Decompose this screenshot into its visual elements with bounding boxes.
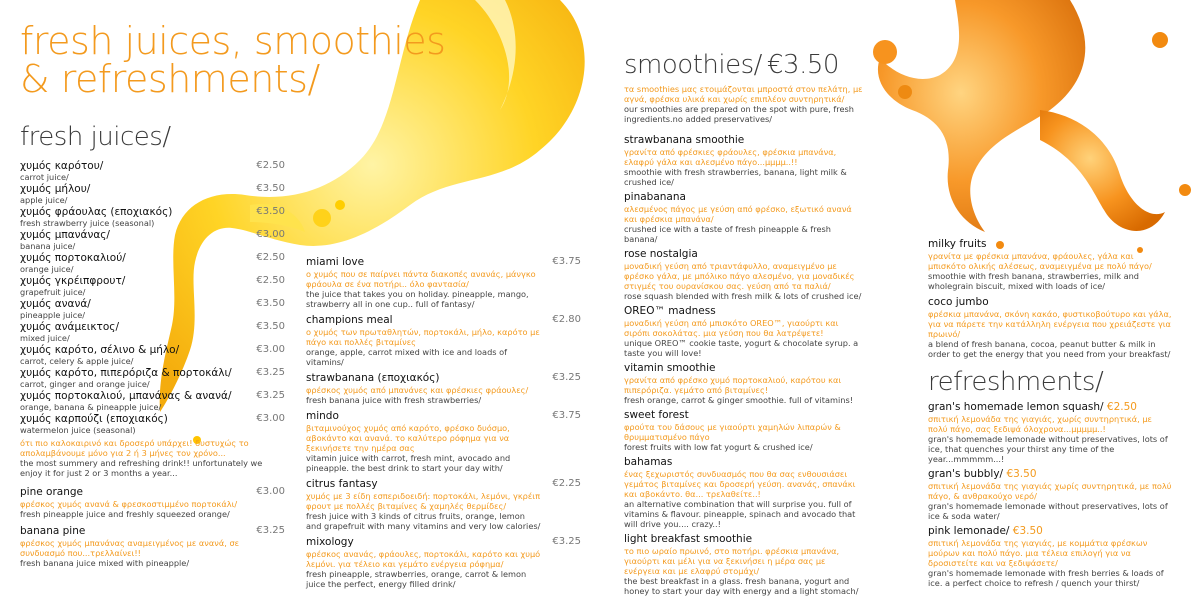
refreshment-name: pink lemonade/ bbox=[928, 525, 1010, 537]
refreshment-item bbox=[928, 401, 1173, 464]
smoothies-price: €3.50 bbox=[766, 50, 839, 80]
smoothie-desc-greek: αλεσμένος πάγος με γεύση από φρέσκο, εξωτικό ανανά και φρέσκια μπανάνα/ bbox=[624, 204, 852, 224]
smoothie-item bbox=[624, 456, 864, 529]
seasonal-note bbox=[20, 438, 285, 478]
refreshment-item bbox=[928, 525, 1173, 588]
juice-name-english: carrot, celery & apple juice/ bbox=[20, 356, 134, 366]
more-smoothie-desc-greek: γρανίτα με φρέσκια μπανάνα, φράουλες, γάλα και μπισκότο ολικής αλέσεως, αναμειγμένα με πολύ πάγο/ bbox=[928, 251, 1152, 271]
smoothie-desc-greek: γρανίτα από φρέσκο χυμό πορτοκαλιού, καρότου και πιπερόριζα. γεμάτο από βιταμίνες! bbox=[624, 375, 842, 395]
juice-extra-item bbox=[20, 486, 285, 519]
smoothie-name: sweet forest bbox=[624, 409, 689, 421]
refreshment-desc-greek: σπιτική λεμονάδα της γιαγιάς, χωρίς συντηρητικά, με πολύ πάγο, σας ξεδιψά όλοχρονα...μμμμμ..! bbox=[928, 414, 1152, 434]
juice-name-greek: χυμός ανάμεικτος/ bbox=[20, 321, 119, 333]
juice-extra-desc-english: fresh banana juice mixed with pineapple/ bbox=[20, 558, 190, 568]
juice-extra-name: pine orange bbox=[20, 486, 83, 498]
refreshment-desc-english: gran's homemade lemonade with fresh berries & loads of ice. a perfect choice to refresh / quench your thirst/ bbox=[928, 568, 1164, 588]
smoothie-name: rose nostalgia bbox=[624, 248, 698, 260]
smoothies-intro-greek: τα smoothies μας ετοιμάζονται μπροστά στον πελάτη, με αγνά, φρέσκα υλικά και χωρίς επιπλέον συντηρητικά/ bbox=[624, 84, 863, 104]
juice-extra-desc-greek: φρέσκος χυμός ανανά & φρεσκοστιμμένο πορτοκάλι/ bbox=[20, 499, 238, 509]
juice-name-greek: χυμός φράουλας (εποχιακός) bbox=[20, 206, 173, 218]
mix-name: mixology bbox=[306, 536, 354, 548]
juice-price: €3.00 bbox=[256, 229, 285, 240]
mix-name: mindo bbox=[306, 410, 339, 422]
smoothie-name: pinabanana bbox=[624, 191, 686, 203]
smoothie-desc-greek: μοναδική γεύση από μπισκότο OREO™, γιαούρτι και σιρόπι σοκολάτας. μια γεύση που θα λατρέψετε! bbox=[624, 318, 839, 338]
smoothie-desc-english: smoothie with fresh strawberries, banana, light milk & crushed ice/ bbox=[624, 167, 847, 187]
juice-price: €3.50 bbox=[256, 183, 285, 194]
mix-price: €3.75 bbox=[552, 256, 581, 267]
juice-name-english: banana juice/ bbox=[20, 241, 76, 251]
juice-item bbox=[20, 390, 285, 412]
refreshment-item bbox=[928, 468, 1173, 521]
juice-price: €3.50 bbox=[256, 298, 285, 309]
juice-extra-price: €3.00 bbox=[256, 486, 285, 497]
juice-name-greek: χυμός γκρέιπφρουτ/ bbox=[20, 275, 126, 287]
page-title bbox=[20, 19, 446, 101]
more-smoothie-desc-english: a blend of fresh banana, cocoa, peanut butter & milk in order to get the energy that you need from your breakfast/ bbox=[928, 339, 1171, 359]
juice-name-greek: χυμός πορτοκαλιού, μπανάνας & ανανά/ bbox=[20, 390, 232, 402]
mix-desc-english: fresh pineapple, strawberries, orange, carrot & lemon juice the perfect, energy filled drink/ bbox=[306, 569, 527, 589]
seasonal-note-english: the most summery and refreshing drink!! unfortunately we enjoy it for just 2 or 3 months a year... bbox=[20, 458, 263, 478]
more-smoothies-section bbox=[928, 238, 1173, 592]
refreshment-name: gran's homemade lemon squash/ bbox=[928, 401, 1104, 413]
page-title-line2: & refreshments/ bbox=[20, 57, 320, 101]
smoothie-item bbox=[624, 362, 864, 405]
smoothie-desc-english: an alternative combination that will surprise you. full of vitamins & flavour. pineapple, spinach and avocado that will drive you.... crazy..! bbox=[624, 499, 856, 529]
juice-price: €3.50 bbox=[256, 321, 285, 332]
smoothie-name: strawbanana smoothie bbox=[624, 134, 745, 146]
smoothies-heading: smoothies/ bbox=[624, 50, 762, 80]
refreshments-list bbox=[928, 401, 1173, 588]
juice-item bbox=[20, 252, 285, 274]
juice-price: €3.00 bbox=[256, 344, 285, 355]
more-smoothie-name: milky fruits bbox=[928, 238, 987, 250]
juice-price: €2.50 bbox=[256, 252, 285, 263]
smoothie-desc-english: rose squash blended with fresh milk & lots of crushed ice/ bbox=[624, 291, 862, 301]
smoothie-item bbox=[624, 409, 864, 452]
smoothie-desc-english: forest fruits with low fat yogurt & crushed ice/ bbox=[624, 442, 813, 452]
mix-desc-english: fresh juice with 3 kinds of citrus fruits, orange, lemon and grapefruit with many vitamins and very low calories/ bbox=[306, 511, 541, 531]
juice-item bbox=[20, 344, 285, 366]
juice-item bbox=[20, 321, 285, 343]
juice-name-greek: χυμός καρότο, σέλινο & μήλο/ bbox=[20, 344, 180, 356]
juice-extra-name: banana pine bbox=[20, 525, 86, 537]
smoothie-item bbox=[624, 533, 864, 596]
more-smoothie-item bbox=[928, 296, 1173, 359]
juice-price: €3.25 bbox=[256, 367, 285, 378]
more-smoothie-desc-english: smoothie with fresh banana, strawberries, milk and wholegrain biscuit, mixed with loads of ice/ bbox=[928, 271, 1139, 291]
refreshment-price: €3.50 bbox=[1006, 468, 1037, 480]
smoothie-desc-greek: φρούτα του δάσους με γιαούρτι χαμηλών λιπαρών & θρυμματισμένο πάγο bbox=[624, 422, 841, 442]
refreshment-price: €2.50 bbox=[1106, 401, 1137, 413]
mix-name: miami love bbox=[306, 256, 365, 268]
mix-name: strawbanana (εποχιακός) bbox=[306, 372, 440, 384]
juice-name-greek: χυμός ανανά/ bbox=[20, 298, 91, 310]
smoothie-item bbox=[624, 248, 864, 301]
juice-price: €3.50 bbox=[256, 206, 285, 217]
mix-price: €2.80 bbox=[552, 314, 581, 325]
refreshment-price: €3.50 bbox=[1012, 525, 1043, 537]
more-smoothie-desc-greek: φρέσκια μπανάνα, σκόνη κακάο, φυστικοβούτυρο και γάλα, για να πάρετε την κατάλληλη ενέργεια που χρειάζεστε για πρωινό/ bbox=[928, 309, 1172, 339]
juice-name-english: carrot, ginger and orange juice/ bbox=[20, 379, 150, 389]
mix-desc-greek: φρέσκος χυμός από μπανάνες και φρέσκιες φράουλες/ bbox=[306, 385, 529, 395]
juice-name-english: carrot juice/ bbox=[20, 172, 69, 182]
refreshments-heading: refreshments/ bbox=[928, 367, 1104, 397]
mix-desc-english: vitamin juice with carrot, fresh mint, avocado and pineapple. the best drink to start your day with/ bbox=[306, 453, 511, 473]
juice-name-english: orange juice/ bbox=[20, 264, 74, 274]
mix-item bbox=[306, 410, 581, 473]
seasonal-note-greek: ότι πιο καλοκαιρινό και δροσερό υπάρχει! δυστυχώς το απολαμβάνουμε μόνο για 2 ή 3 μήνες τον χρόνο... bbox=[20, 438, 249, 458]
juice-item bbox=[20, 160, 285, 182]
mix-price: €3.25 bbox=[552, 536, 581, 547]
juice-item bbox=[20, 206, 285, 228]
juice-item bbox=[20, 413, 285, 435]
smoothie-desc-greek: μοναδική γεύση από τριαντάφυλλο, αναμειγμένο με φρέσκο γάλα, με μπόλικο πάγο αλεσμένο, για μοναδικές στιγμές του ουρανίσκου σας. γεύση από τα παλιά/ bbox=[624, 261, 855, 291]
juice-price: €2.50 bbox=[256, 275, 285, 286]
juice-price: €3.00 bbox=[256, 413, 285, 424]
smoothie-desc-english: crushed ice with a taste of fresh pineapple & fresh banana/ bbox=[624, 224, 831, 244]
refreshment-name: gran's bubbly/ bbox=[928, 468, 1004, 480]
smoothie-desc-greek: το πιο ωραίο πρωινό, στο ποτήρι. φρέσκια μπανάνα, γιαούρτι και μέλι για να ξεκινήσει η μέρα σας με ενέργεια και με ελαφρύ στομάχι/ bbox=[624, 546, 840, 576]
juice-extra-price: €3.25 bbox=[256, 525, 285, 536]
juice-item bbox=[20, 275, 285, 297]
smoothies-heading-row bbox=[624, 50, 864, 80]
smoothie-desc-greek: ένας ξεχωριστός συνδυασμός που θα σας ενθουσιάσει γεμάτος βιταμίνες και δροσερή γεύση. ανανάς, σπανάκι και αβοκάντο. θα... τρελαθείτε..! bbox=[624, 469, 856, 499]
smoothie-desc-greek: γρανίτα από φρέσκιες φράουλες, φρέσκια μπανάνα, ελαφρύ γάλα και αλεσμένο πάγο...μμμμ..!! bbox=[624, 147, 837, 167]
juice-mixes-section bbox=[306, 256, 581, 594]
fresh-juices-list bbox=[20, 160, 285, 435]
juice-name-english: watermelon juice (seasonal) bbox=[20, 425, 136, 435]
mix-item bbox=[306, 372, 581, 405]
fresh-juices-section bbox=[20, 122, 285, 574]
juice-name-greek: χυμός πορτοκαλιού/ bbox=[20, 252, 126, 264]
mix-item bbox=[306, 478, 581, 531]
juice-name-greek: χυμός μπανάνας/ bbox=[20, 229, 110, 241]
refreshment-heading-row bbox=[928, 401, 1173, 414]
smoothie-desc-english: unique OREO™ cookie taste, yogurt & chocolate syrup. a taste you will love! bbox=[624, 338, 859, 358]
juice-price: €3.25 bbox=[256, 390, 285, 401]
smoothie-item bbox=[624, 305, 864, 358]
juice-name-greek: χυμός μήλου/ bbox=[20, 183, 91, 195]
smoothie-name: vitamin smoothie bbox=[624, 362, 716, 374]
smoothies-list bbox=[624, 134, 864, 596]
mix-desc-greek: χυμός με 3 είδη εσπεριδοειδή: πορτοκάλι, λεμόνι, γκρέιπ φρουτ με πολλές βιταμίνες & χαμηλές θερμίδες/ bbox=[306, 491, 540, 511]
mix-name: champions meal bbox=[306, 314, 393, 326]
mix-desc-english: fresh banana juice with fresh strawberries/ bbox=[306, 395, 482, 405]
mix-price: €3.25 bbox=[552, 372, 581, 383]
juice-item bbox=[20, 183, 285, 205]
juice-name-greek: χυμός καρότο, πιπερόριζα & πορτοκάλι/ bbox=[20, 367, 232, 379]
refreshment-desc-greek: σπιτική λεμονάδα της γιαγιάς χωρίς συντηρητικά, με πολύ πάγο, & ανθρακούχο νερό/ bbox=[928, 481, 1172, 501]
smoothie-desc-english: the best breakfast in a glass. fresh banana, yogurt and honey to start your day with energy and a light stomach/ bbox=[624, 576, 859, 596]
refreshment-desc-english: gran's homemade lemonade without preservatives, lots of ice, that quenches your thirst any time of the year...mmmmm...! bbox=[928, 434, 1168, 464]
juice-name-greek: χυμός καρότου/ bbox=[20, 160, 104, 172]
smoothie-name: light breakfast smoothie bbox=[624, 533, 753, 545]
juice-name-english: pineapple juice/ bbox=[20, 310, 86, 320]
juice-extra-desc-english: fresh pineapple juice and freshly squeezed orange/ bbox=[20, 509, 230, 519]
more-smoothie-name: coco jumbo bbox=[928, 296, 989, 308]
mix-desc-greek: ο χυμός των πρωταθλητών, πορτοκάλι, μήλο, καρότο με πάγο και πολλές βιταμίνες bbox=[306, 327, 540, 347]
juice-extras-list bbox=[20, 486, 285, 568]
mix-name: citrus fantasy bbox=[306, 478, 378, 490]
fresh-juices-heading: fresh juices/ bbox=[20, 122, 171, 152]
more-smoothies-list bbox=[928, 238, 1173, 359]
smoothie-name: bahamas bbox=[624, 456, 673, 468]
mix-desc-greek: ο χυμός που σε παίρνει πάντα διακοπές ανανάς, μάνγκο φράουλα σε ένα ποτήρι.. όλο φαντασία/ bbox=[306, 269, 536, 289]
juice-item bbox=[20, 298, 285, 320]
juice-name-english: mixed juice/ bbox=[20, 333, 70, 343]
mix-item bbox=[306, 536, 581, 589]
page-title-line1: fresh juices, smoothies bbox=[20, 19, 446, 63]
juice-price: €2.50 bbox=[256, 160, 285, 171]
juice-item bbox=[20, 229, 285, 251]
mix-desc-greek: φρέσκος ανανάς, φράουλες, πορτοκάλι, καρότο και χυμό λεμόνι. για τέλειο και γεμάτο ενέργεια ρόφημα/ bbox=[306, 549, 541, 569]
smoothies-intro-english: our smoothies are prepared on the spot with pure, fresh ingredients.no added preservatives/ bbox=[624, 104, 854, 124]
juice-name-english: orange, banana & pineapple juice/ bbox=[20, 402, 162, 412]
mix-price: €3.75 bbox=[552, 410, 581, 421]
juice-extra-item bbox=[20, 525, 285, 568]
smoothie-name: OREO™ madness bbox=[624, 305, 716, 317]
mix-desc-greek: βιταμινούχος χυμός από καρότο, φρέσκο δυόσμο, αβοκάντο και ανανά. το καλύτερο ρόφημα για να ξεκινήσετε την ημέρα σας bbox=[306, 423, 510, 453]
juice-name-english: fresh strawberry juice (seasonal) bbox=[20, 218, 155, 228]
juice-name-english: grapefruit juice/ bbox=[20, 287, 86, 297]
smoothie-item bbox=[624, 134, 864, 187]
smoothies-section bbox=[624, 50, 864, 600]
juice-extra-desc-greek: φρέσκος χυμός μπανάνας αναμειγμένος με ανανά, σε συνδυασμό που...τρελλαίνει!! bbox=[20, 538, 240, 558]
mix-price: €2.25 bbox=[552, 478, 581, 489]
smoothie-item bbox=[624, 191, 864, 244]
smoothie-desc-english: fresh orange, carrot & ginger smoothie. full of vitamins! bbox=[624, 395, 854, 405]
juice-name-greek: χυμός καρπούζι (εποχιακός) bbox=[20, 413, 168, 425]
mix-item bbox=[306, 314, 581, 367]
more-smoothie-item bbox=[928, 238, 1173, 291]
mix-item bbox=[306, 256, 581, 309]
mix-desc-english: orange, apple, carrot mixed with ice and loads of vitamins/ bbox=[306, 347, 508, 367]
juice-name-english: apple juice/ bbox=[20, 195, 68, 205]
juice-item bbox=[20, 367, 285, 389]
mix-desc-english: the juice that takes you on holiday. pineapple, mango, strawberry all in one cup.. full of fantasy/ bbox=[306, 289, 529, 309]
refreshment-heading-row bbox=[928, 468, 1173, 481]
refreshment-heading-row bbox=[928, 525, 1173, 538]
refreshment-desc-greek: σπιτική λεμονάδα της γιαγιάς, με κομμάτια φρέσκων μούρων και πολύ πάγο. μια τέλεια επιλογή για να δροσιστείτε και να ξεδιψάσετε/ bbox=[928, 538, 1148, 568]
refreshment-desc-english: gran's homemade lemonade without preservatives, lots of ice & soda water/ bbox=[928, 501, 1168, 521]
